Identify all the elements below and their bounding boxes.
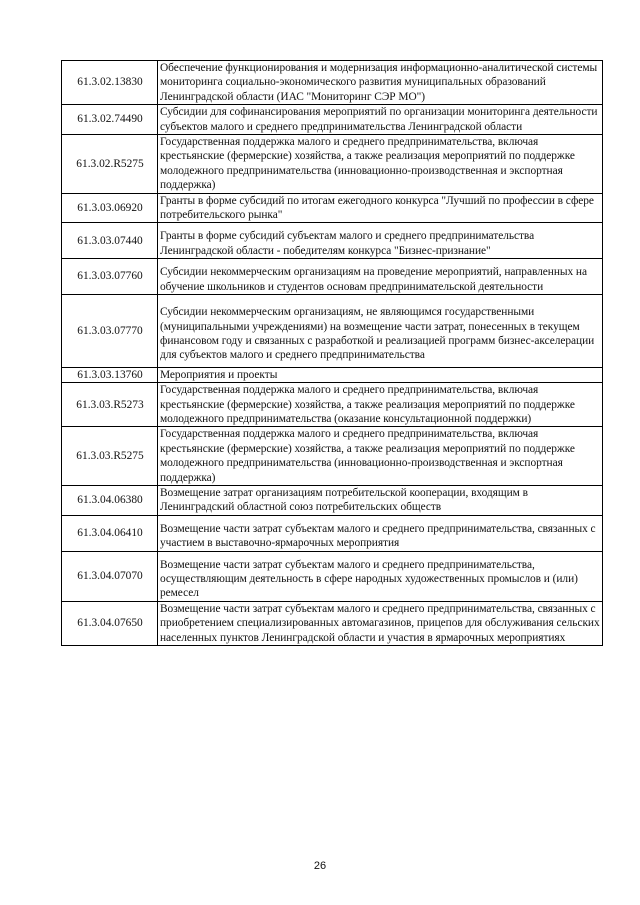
code-cell: 61.3.04.07650 bbox=[62, 601, 158, 645]
table-row bbox=[62, 601, 603, 645]
page-number: 26 bbox=[313, 860, 327, 872]
table-row bbox=[62, 135, 603, 194]
description-cell: Субсидии некоммерческим организациям, не являющимся государственными (муниципальными учреждениями) на возмещение части затрат, понесенных в текущем финансовом году и связанных с разработкой и реализацией программ бизнес-акселерации для субъектов малого и среднего предпринимательства bbox=[158, 295, 603, 368]
table-row bbox=[62, 485, 603, 515]
description-cell: Возмещение затрат организациям потребительской кооперации, входящим в Ленинградский областной союз потребительских обществ bbox=[158, 485, 603, 515]
code-cell: 61.3.04.06410 bbox=[62, 515, 158, 551]
code-cell: 61.3.03.13760 bbox=[62, 367, 158, 382]
code-cell: 61.3.03.07770 bbox=[62, 295, 158, 368]
table-row bbox=[62, 193, 603, 223]
code-cell: 61.3.04.07070 bbox=[62, 551, 158, 601]
code-cell: 61.3.02.R5275 bbox=[62, 135, 158, 194]
description-cell: Государственная поддержка малого и среднего предпринимательства, включая крестьянские (фермерские) хозяйства, а также реализация мероприятий по поддержке молодежного предпринимательства (инновационно-производственная и экспортная поддержка) bbox=[158, 427, 603, 486]
budget-codes-table bbox=[61, 60, 603, 646]
code-cell: 61.3.03.06920 bbox=[62, 193, 158, 223]
description-cell: Возмещение части затрат субъектам малого и среднего предпринимательства, осуществляющим деятельность в сфере народных художественных промыслов и (или) ремесел bbox=[158, 551, 603, 601]
code-cell: 61.3.03.07760 bbox=[62, 259, 158, 295]
description-cell: Субсидии для софинансирования мероприятий по организации мониторинга деятельности субъектов малого и среднего предпринимательства Ленинградской области bbox=[158, 105, 603, 135]
description-cell: Мероприятия и проекты bbox=[158, 367, 603, 382]
description-cell: Гранты в форме субсидий субъектам малого и среднего предпринимательства Ленинградской области - победителям конкурса "Бизнес-признание" bbox=[158, 223, 603, 259]
code-cell: 61.3.04.06380 bbox=[62, 485, 158, 515]
table-row bbox=[62, 223, 603, 259]
table-row bbox=[62, 105, 603, 135]
table-row bbox=[62, 367, 603, 382]
table-row bbox=[62, 295, 603, 368]
description-cell: Государственная поддержка малого и среднего предпринимательства, включая крестьянские (фермерские) хозяйства, а также реализация мероприятий по поддержке молодежного предпринимательства (оказание консультационной поддержки) bbox=[158, 383, 603, 427]
code-cell: 61.3.02.74490 bbox=[62, 105, 158, 135]
code-cell: 61.3.02.13830 bbox=[62, 61, 158, 105]
description-cell: Возмещение части затрат субъектам малого и среднего предпринимательства, связанных с приобретением специализированных автомагазинов, прицепов для обслуживания сельских населенных пунктов Ленинградской области и участия в ярмарочных мероприятиях bbox=[158, 601, 603, 645]
description-cell: Гранты в форме субсидий по итогам ежегодного конкурса "Лучший по профессии в сфере потребительского рынка" bbox=[158, 193, 603, 223]
description-cell: Субсидии некоммерческим организациям на проведение мероприятий, направленных на обучение школьников и студентов основам предпринимательской деятельности bbox=[158, 259, 603, 295]
table-row bbox=[62, 551, 603, 601]
table-row bbox=[62, 259, 603, 295]
table-row bbox=[62, 427, 603, 486]
description-cell: Возмещение части затрат субъектам малого и среднего предпринимательства, связанных с участием в выставочно-ярмарочных мероприятия bbox=[158, 515, 603, 551]
description-cell: Государственная поддержка малого и среднего предпринимательства, включая крестьянские (фермерские) хозяйства, а также реализация мероприятий по поддержке молодежного предпринимательства (инновационно-производственная и экспортная поддержка) bbox=[158, 135, 603, 194]
code-cell: 61.3.03.07440 bbox=[62, 223, 158, 259]
table-row bbox=[62, 515, 603, 551]
code-cell: 61.3.03.R5273 bbox=[62, 383, 158, 427]
description-cell: Обеспечение функционирования и модернизация информационно-аналитической системы мониторинга социально-экономического развития муниципальных образований Ленинградской области (ИАС "Мониторинг СЭР МО") bbox=[158, 61, 603, 105]
table-row bbox=[62, 383, 603, 427]
code-cell: 61.3.03.R5275 bbox=[62, 427, 158, 486]
table-row bbox=[62, 61, 603, 105]
